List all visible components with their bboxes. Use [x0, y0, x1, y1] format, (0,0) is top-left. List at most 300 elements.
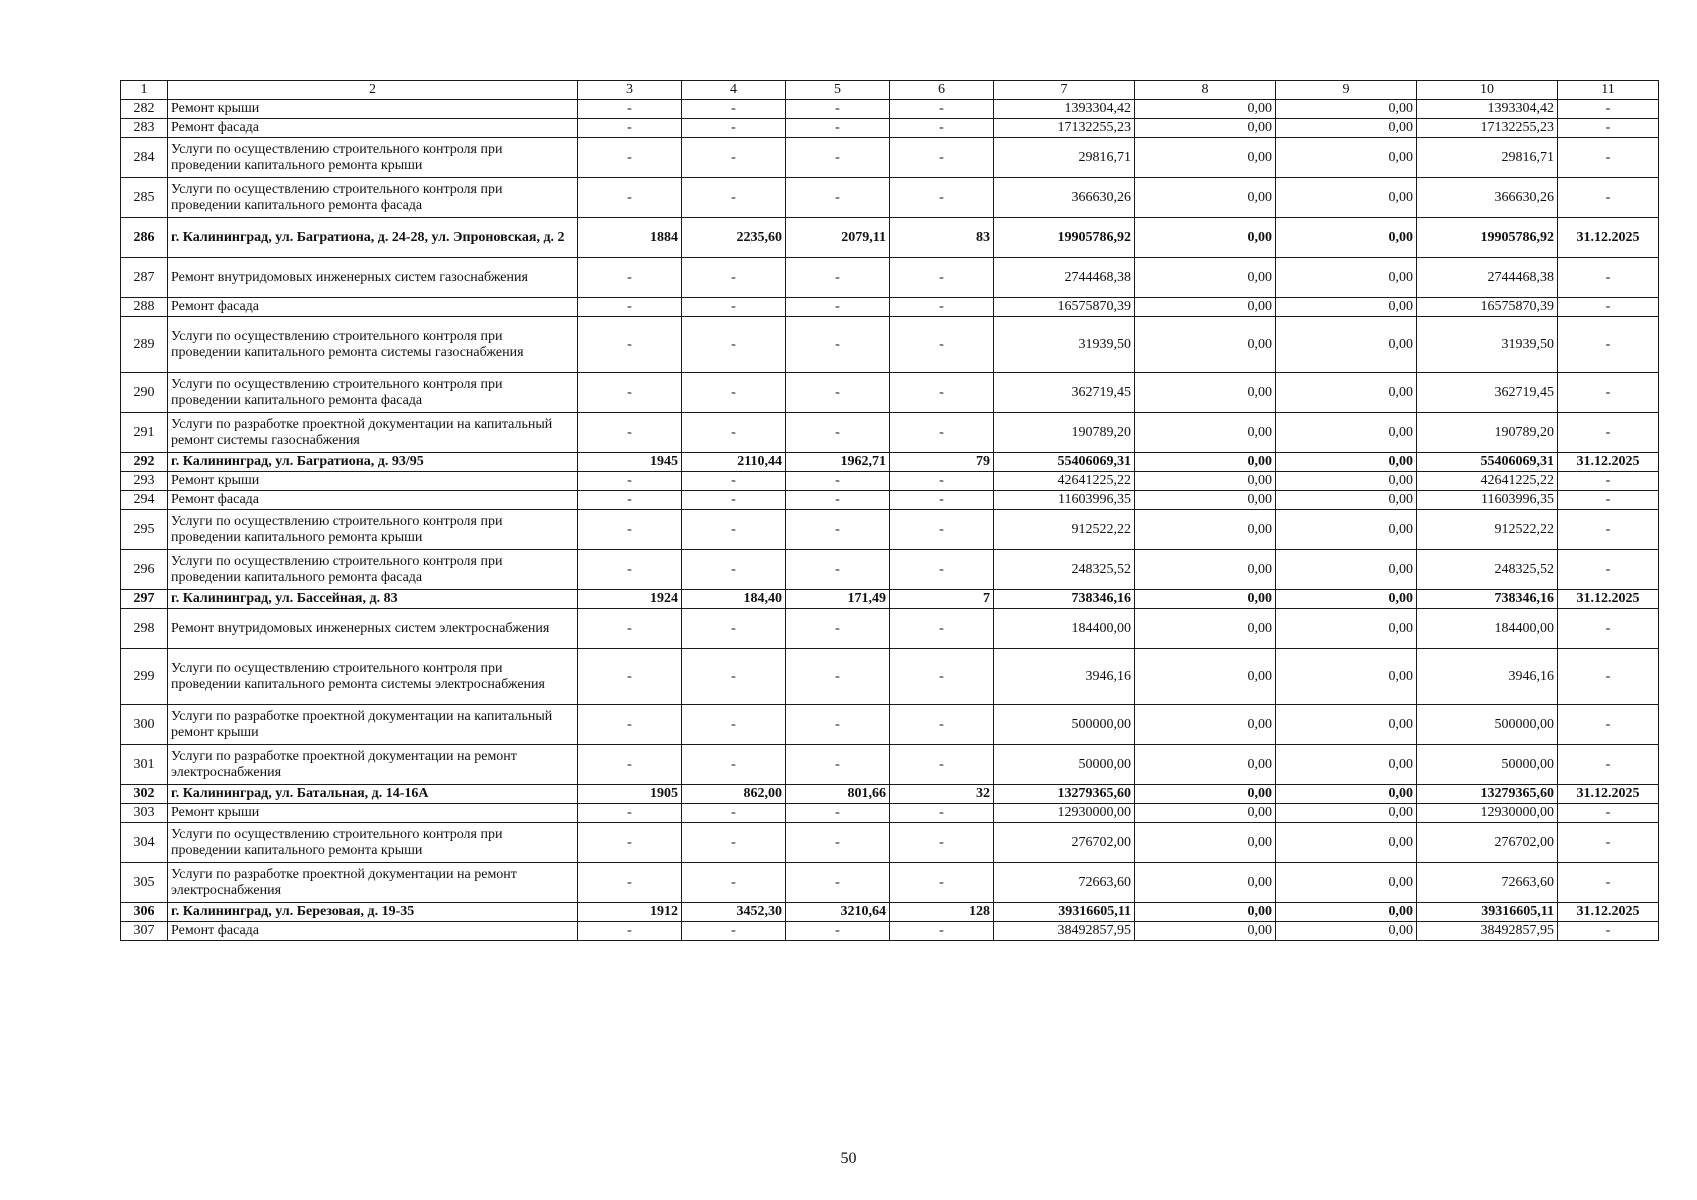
- col-6: -: [890, 705, 994, 745]
- item-name: Ремонт фасада: [168, 119, 578, 138]
- col-11: -: [1558, 922, 1659, 941]
- col-6: -: [890, 510, 994, 550]
- address-row: [121, 590, 1659, 609]
- column-header: 10: [1417, 81, 1558, 100]
- col-10: 2744468,38: [1417, 258, 1558, 298]
- item-name: Услуги по осуществлению строительного контроля при проведении капитального ремонта крыши: [168, 823, 578, 863]
- col-9: 0,00: [1276, 119, 1417, 138]
- row-number: 298: [121, 609, 168, 649]
- col-4: -: [682, 100, 786, 119]
- col-7: 2744468,38: [994, 258, 1135, 298]
- col-9: 0,00: [1276, 317, 1417, 373]
- item-name: Услуги по осуществлению строительного контроля при проведении капитального ремонта системы газоснабжения: [168, 317, 578, 373]
- row-number: 290: [121, 373, 168, 413]
- col-8: 0,00: [1135, 609, 1276, 649]
- col-3: -: [578, 298, 682, 317]
- col-6: -: [890, 413, 994, 453]
- col-8: 0,00: [1135, 804, 1276, 823]
- col-7: 1393304,42: [994, 100, 1135, 119]
- item-name: г. Калининград, ул. Березовая, д. 19-35: [168, 903, 578, 922]
- col-11: -: [1558, 705, 1659, 745]
- col-5: 3210,64: [786, 903, 890, 922]
- col-9: 0,00: [1276, 298, 1417, 317]
- col-3: -: [578, 823, 682, 863]
- col-5: -: [786, 317, 890, 373]
- col-3: -: [578, 100, 682, 119]
- work-row: [121, 550, 1659, 590]
- col-6: -: [890, 804, 994, 823]
- work-row: [121, 609, 1659, 649]
- item-name: Ремонт внутридомовых инженерных систем электроснабжения: [168, 609, 578, 649]
- col-10: 13279365,60: [1417, 785, 1558, 804]
- col-10: 50000,00: [1417, 745, 1558, 785]
- row-number: 306: [121, 903, 168, 922]
- col-8: 0,00: [1135, 590, 1276, 609]
- item-name: Услуги по разработке проектной документации на капитальный ремонт системы газоснабжения: [168, 413, 578, 453]
- col-7: 738346,16: [994, 590, 1135, 609]
- col-7: 55406069,31: [994, 453, 1135, 472]
- col-3: -: [578, 472, 682, 491]
- work-row: [121, 258, 1659, 298]
- col-6: -: [890, 491, 994, 510]
- col-4: -: [682, 863, 786, 903]
- col-6: 32: [890, 785, 994, 804]
- col-11: -: [1558, 863, 1659, 903]
- col-6: -: [890, 373, 994, 413]
- col-3: -: [578, 258, 682, 298]
- col-8: 0,00: [1135, 373, 1276, 413]
- col-3: -: [578, 491, 682, 510]
- col-6: -: [890, 745, 994, 785]
- col-3: -: [578, 550, 682, 590]
- col-4: -: [682, 178, 786, 218]
- col-8: 0,00: [1135, 903, 1276, 922]
- col-5: 2079,11: [786, 218, 890, 258]
- col-5: -: [786, 472, 890, 491]
- row-number: 285: [121, 178, 168, 218]
- col-9: 0,00: [1276, 453, 1417, 472]
- col-8: 0,00: [1135, 298, 1276, 317]
- col-9: 0,00: [1276, 745, 1417, 785]
- row-number: 301: [121, 745, 168, 785]
- col-9: 0,00: [1276, 491, 1417, 510]
- col-8: 0,00: [1135, 491, 1276, 510]
- col-10: 11603996,35: [1417, 491, 1558, 510]
- col-8: 0,00: [1135, 178, 1276, 218]
- item-name: Услуги по осуществлению строительного контроля при проведении капитального ремонта крыши: [168, 510, 578, 550]
- item-name: г. Калининград, ул. Бассейная, д. 83: [168, 590, 578, 609]
- col-8: 0,00: [1135, 705, 1276, 745]
- col-5: -: [786, 258, 890, 298]
- col-4: 2110,44: [682, 453, 786, 472]
- col-10: 912522,22: [1417, 510, 1558, 550]
- col-5: -: [786, 922, 890, 941]
- col-4: -: [682, 491, 786, 510]
- col-3: -: [578, 705, 682, 745]
- col-4: 3452,30: [682, 903, 786, 922]
- col-11: -: [1558, 472, 1659, 491]
- col-8: 0,00: [1135, 119, 1276, 138]
- col-9: 0,00: [1276, 100, 1417, 119]
- col-5: -: [786, 178, 890, 218]
- col-4: -: [682, 138, 786, 178]
- col-9: 0,00: [1276, 373, 1417, 413]
- col-6: -: [890, 863, 994, 903]
- col-9: 0,00: [1276, 705, 1417, 745]
- col-4: -: [682, 119, 786, 138]
- col-7: 500000,00: [994, 705, 1135, 745]
- col-8: 0,00: [1135, 922, 1276, 941]
- item-name: Услуги по разработке проектной документации на капитальный ремонт крыши: [168, 705, 578, 745]
- row-number: 299: [121, 649, 168, 705]
- row-number: 305: [121, 863, 168, 903]
- col-4: -: [682, 472, 786, 491]
- col-11: -: [1558, 178, 1659, 218]
- col-4: -: [682, 258, 786, 298]
- col-3: -: [578, 413, 682, 453]
- col-5: -: [786, 298, 890, 317]
- column-header: 8: [1135, 81, 1276, 100]
- col-5: -: [786, 510, 890, 550]
- col-7: 11603996,35: [994, 491, 1135, 510]
- col-11: -: [1558, 258, 1659, 298]
- col-8: 0,00: [1135, 510, 1276, 550]
- item-name: Услуги по осуществлению строительного контроля при проведении капитального ремонта крыши: [168, 138, 578, 178]
- work-row: [121, 922, 1659, 941]
- item-name: Услуги по разработке проектной документации на ремонт электроснабжения: [168, 863, 578, 903]
- col-5: -: [786, 649, 890, 705]
- row-number: 296: [121, 550, 168, 590]
- col-7: 31939,50: [994, 317, 1135, 373]
- item-name: Ремонт крыши: [168, 472, 578, 491]
- col-10: 738346,16: [1417, 590, 1558, 609]
- col-6: -: [890, 609, 994, 649]
- col-7: 42641225,22: [994, 472, 1135, 491]
- col-4: -: [682, 649, 786, 705]
- col-11: -: [1558, 510, 1659, 550]
- col-8: 0,00: [1135, 258, 1276, 298]
- col-7: 366630,26: [994, 178, 1135, 218]
- col-8: 0,00: [1135, 550, 1276, 590]
- col-11: -: [1558, 100, 1659, 119]
- header-row: [121, 81, 1659, 100]
- col-10: 366630,26: [1417, 178, 1558, 218]
- col-10: 362719,45: [1417, 373, 1558, 413]
- col-6: 79: [890, 453, 994, 472]
- row-number: 297: [121, 590, 168, 609]
- col-3: -: [578, 317, 682, 373]
- item-name: Услуги по осуществлению строительного контроля при проведении капитального ремонта фасада: [168, 178, 578, 218]
- row-number: 300: [121, 705, 168, 745]
- col-7: 39316605,11: [994, 903, 1135, 922]
- col-7: 12930000,00: [994, 804, 1135, 823]
- col-11: -: [1558, 317, 1659, 373]
- col-4: -: [682, 609, 786, 649]
- column-header: 3: [578, 81, 682, 100]
- col-7: 184400,00: [994, 609, 1135, 649]
- col-4: -: [682, 373, 786, 413]
- column-header: 2: [168, 81, 578, 100]
- col-11: -: [1558, 649, 1659, 705]
- col-5: 171,49: [786, 590, 890, 609]
- col-8: 0,00: [1135, 218, 1276, 258]
- col-5: -: [786, 100, 890, 119]
- work-row: [121, 745, 1659, 785]
- col-4: -: [682, 823, 786, 863]
- col-11: -: [1558, 609, 1659, 649]
- col-3: 1884: [578, 218, 682, 258]
- col-4: -: [682, 510, 786, 550]
- col-7: 50000,00: [994, 745, 1135, 785]
- col-8: 0,00: [1135, 823, 1276, 863]
- col-7: 29816,71: [994, 138, 1135, 178]
- col-10: 12930000,00: [1417, 804, 1558, 823]
- table-body: [121, 81, 1659, 941]
- item-name: Услуги по осуществлению строительного контроля при проведении капитального ремонта системы электроснабжения: [168, 649, 578, 705]
- col-7: 248325,52: [994, 550, 1135, 590]
- col-6: -: [890, 317, 994, 373]
- col-5: -: [786, 413, 890, 453]
- col-11: -: [1558, 138, 1659, 178]
- row-number: 286: [121, 218, 168, 258]
- col-3: 1945: [578, 453, 682, 472]
- col-6: 128: [890, 903, 994, 922]
- col-5: -: [786, 373, 890, 413]
- work-row: [121, 100, 1659, 119]
- row-number: 289: [121, 317, 168, 373]
- table-sheet: [120, 80, 1658, 941]
- col-7: 13279365,60: [994, 785, 1135, 804]
- col-11: 31.12.2025: [1558, 903, 1659, 922]
- col-10: 500000,00: [1417, 705, 1558, 745]
- col-10: 184400,00: [1417, 609, 1558, 649]
- col-5: 801,66: [786, 785, 890, 804]
- col-7: 190789,20: [994, 413, 1135, 453]
- col-3: -: [578, 609, 682, 649]
- col-9: 0,00: [1276, 903, 1417, 922]
- col-7: 72663,60: [994, 863, 1135, 903]
- col-6: -: [890, 823, 994, 863]
- row-number: 293: [121, 472, 168, 491]
- item-name: Услуги по разработке проектной документации на ремонт электроснабжения: [168, 745, 578, 785]
- col-7: 912522,22: [994, 510, 1135, 550]
- col-10: 3946,16: [1417, 649, 1558, 705]
- work-row: [121, 705, 1659, 745]
- item-name: Услуги по осуществлению строительного контроля при проведении капитального ремонта фасада: [168, 550, 578, 590]
- col-10: 16575870,39: [1417, 298, 1558, 317]
- item-name: Ремонт фасада: [168, 491, 578, 510]
- col-8: 0,00: [1135, 472, 1276, 491]
- item-name: г. Калининград, ул. Батальная, д. 14-16А: [168, 785, 578, 804]
- col-5: -: [786, 823, 890, 863]
- col-9: 0,00: [1276, 138, 1417, 178]
- column-header: 4: [682, 81, 786, 100]
- col-5: -: [786, 119, 890, 138]
- col-9: 0,00: [1276, 804, 1417, 823]
- work-row: [121, 373, 1659, 413]
- col-3: -: [578, 922, 682, 941]
- col-6: -: [890, 258, 994, 298]
- col-9: 0,00: [1276, 649, 1417, 705]
- col-10: 1393304,42: [1417, 100, 1558, 119]
- col-10: 276702,00: [1417, 823, 1558, 863]
- work-row: [121, 863, 1659, 903]
- col-4: -: [682, 413, 786, 453]
- row-number: 302: [121, 785, 168, 804]
- row-number: 287: [121, 258, 168, 298]
- col-11: -: [1558, 745, 1659, 785]
- col-10: 42641225,22: [1417, 472, 1558, 491]
- col-8: 0,00: [1135, 413, 1276, 453]
- col-9: 0,00: [1276, 590, 1417, 609]
- col-9: 0,00: [1276, 863, 1417, 903]
- col-10: 38492857,95: [1417, 922, 1558, 941]
- work-row: [121, 298, 1659, 317]
- col-5: 1962,71: [786, 453, 890, 472]
- col-11: 31.12.2025: [1558, 218, 1659, 258]
- col-6: -: [890, 138, 994, 178]
- row-number: 288: [121, 298, 168, 317]
- page-number: 50: [840, 1150, 857, 1167]
- column-header: 5: [786, 81, 890, 100]
- work-row: [121, 649, 1659, 705]
- col-5: -: [786, 491, 890, 510]
- col-3: -: [578, 745, 682, 785]
- col-4: 184,40: [682, 590, 786, 609]
- col-11: -: [1558, 119, 1659, 138]
- col-7: 16575870,39: [994, 298, 1135, 317]
- col-7: 17132255,23: [994, 119, 1135, 138]
- col-6: 7: [890, 590, 994, 609]
- col-3: -: [578, 510, 682, 550]
- col-6: -: [890, 178, 994, 218]
- work-row: [121, 804, 1659, 823]
- col-11: -: [1558, 804, 1659, 823]
- col-11: -: [1558, 298, 1659, 317]
- col-7: 38492857,95: [994, 922, 1135, 941]
- col-11: 31.12.2025: [1558, 590, 1659, 609]
- col-6: -: [890, 550, 994, 590]
- col-9: 0,00: [1276, 510, 1417, 550]
- col-10: 55406069,31: [1417, 453, 1558, 472]
- work-row: [121, 138, 1659, 178]
- col-5: -: [786, 863, 890, 903]
- col-7: 19905786,92: [994, 218, 1135, 258]
- col-6: -: [890, 649, 994, 705]
- column-header: 7: [994, 81, 1135, 100]
- col-10: 29816,71: [1417, 138, 1558, 178]
- address-row: [121, 903, 1659, 922]
- col-8: 0,00: [1135, 745, 1276, 785]
- col-6: -: [890, 472, 994, 491]
- col-4: -: [682, 317, 786, 373]
- work-row: [121, 510, 1659, 550]
- data-table: [120, 80, 1659, 941]
- work-row: [121, 472, 1659, 491]
- col-10: 190789,20: [1417, 413, 1558, 453]
- col-3: -: [578, 863, 682, 903]
- col-3: 1912: [578, 903, 682, 922]
- item-name: Ремонт крыши: [168, 804, 578, 823]
- item-name: Ремонт внутридомовых инженерных систем газоснабжения: [168, 258, 578, 298]
- item-name: г. Калининград, ул. Багратиона, д. 93/95: [168, 453, 578, 472]
- col-6: -: [890, 119, 994, 138]
- work-row: [121, 491, 1659, 510]
- address-row: [121, 453, 1659, 472]
- col-4: -: [682, 745, 786, 785]
- col-9: 0,00: [1276, 178, 1417, 218]
- col-5: -: [786, 609, 890, 649]
- col-6: -: [890, 100, 994, 119]
- col-9: 0,00: [1276, 609, 1417, 649]
- row-number: 294: [121, 491, 168, 510]
- column-header: 1: [121, 81, 168, 100]
- row-number: 295: [121, 510, 168, 550]
- col-3: 1924: [578, 590, 682, 609]
- col-4: -: [682, 922, 786, 941]
- col-3: -: [578, 649, 682, 705]
- col-11: -: [1558, 823, 1659, 863]
- col-8: 0,00: [1135, 785, 1276, 804]
- col-10: 248325,52: [1417, 550, 1558, 590]
- item-name: Ремонт фасада: [168, 298, 578, 317]
- address-row: [121, 218, 1659, 258]
- col-5: -: [786, 745, 890, 785]
- row-number: 282: [121, 100, 168, 119]
- item-name: г. Калининград, ул. Багратиона, д. 24-28, ул. Эпроновская, д. 2: [168, 218, 578, 258]
- col-10: 39316605,11: [1417, 903, 1558, 922]
- work-row: [121, 413, 1659, 453]
- col-4: -: [682, 804, 786, 823]
- col-11: 31.12.2025: [1558, 785, 1659, 804]
- col-3: -: [578, 138, 682, 178]
- col-3: -: [578, 373, 682, 413]
- column-header: 6: [890, 81, 994, 100]
- col-3: -: [578, 119, 682, 138]
- work-row: [121, 119, 1659, 138]
- col-11: -: [1558, 491, 1659, 510]
- col-11: 31.12.2025: [1558, 453, 1659, 472]
- col-6: -: [890, 922, 994, 941]
- col-9: 0,00: [1276, 823, 1417, 863]
- work-row: [121, 317, 1659, 373]
- item-name: Ремонт фасада: [168, 922, 578, 941]
- row-number: 307: [121, 922, 168, 941]
- col-9: 0,00: [1276, 413, 1417, 453]
- row-number: 284: [121, 138, 168, 178]
- col-11: -: [1558, 413, 1659, 453]
- col-9: 0,00: [1276, 218, 1417, 258]
- row-number: 303: [121, 804, 168, 823]
- col-8: 0,00: [1135, 453, 1276, 472]
- col-8: 0,00: [1135, 100, 1276, 119]
- col-10: 31939,50: [1417, 317, 1558, 373]
- col-5: -: [786, 705, 890, 745]
- col-6: -: [890, 298, 994, 317]
- col-7: 362719,45: [994, 373, 1135, 413]
- col-11: -: [1558, 550, 1659, 590]
- row-number: 304: [121, 823, 168, 863]
- col-11: -: [1558, 373, 1659, 413]
- column-header: 9: [1276, 81, 1417, 100]
- item-name: Услуги по осуществлению строительного контроля при проведении капитального ремонта фасада: [168, 373, 578, 413]
- col-7: 276702,00: [994, 823, 1135, 863]
- work-row: [121, 178, 1659, 218]
- col-3: 1905: [578, 785, 682, 804]
- col-8: 0,00: [1135, 863, 1276, 903]
- col-8: 0,00: [1135, 649, 1276, 705]
- work-row: [121, 823, 1659, 863]
